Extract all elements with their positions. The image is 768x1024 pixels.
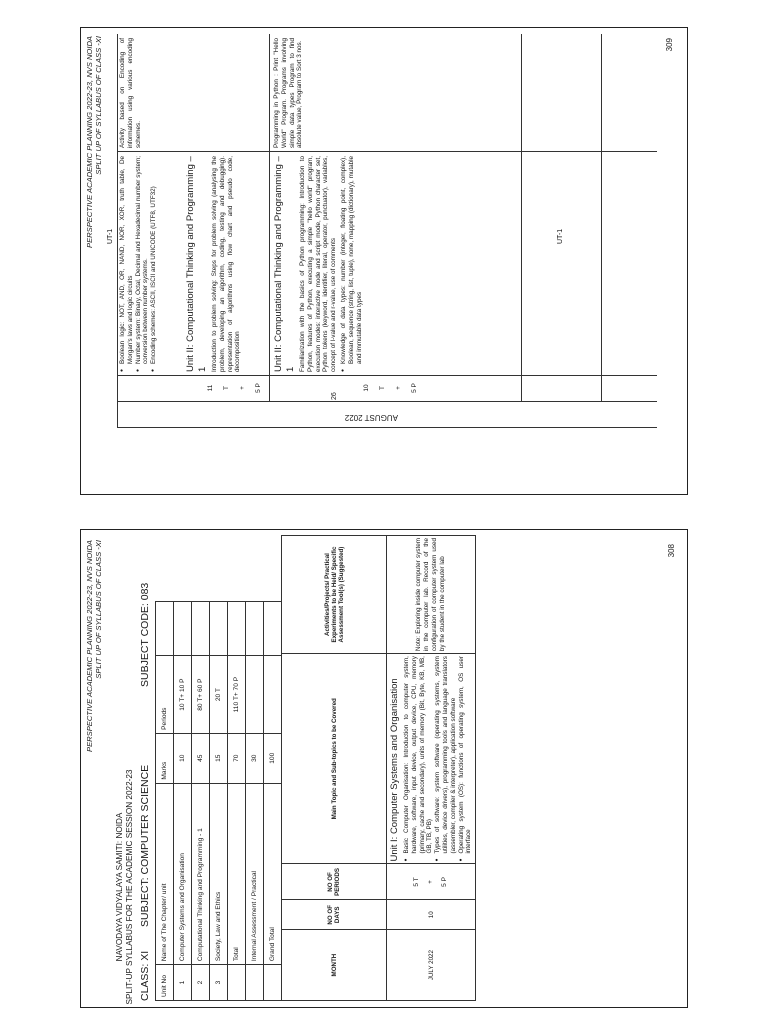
unit-title: Unit I: Computer Systems and Organisation <box>389 678 400 862</box>
cell <box>174 602 192 656</box>
cell: 10 T+ 10 P <box>174 656 192 733</box>
row3-bullets <box>340 156 363 372</box>
cell: Computer Systems and Organisation <box>174 783 192 965</box>
periods-p: 5 P <box>441 877 449 887</box>
cell: 45 <box>192 733 210 783</box>
row3-unit-title: Unit II: Computational Thinking and Programming – 1 <box>273 156 296 372</box>
header-activities: Activities/Projects/ Practical Experiments to be Held/ Specific Assessment Tool(s) (Suggested) <box>282 536 387 654</box>
cell: Internal Assessment / Practical <box>246 783 264 965</box>
table-row <box>246 602 264 1001</box>
col-unit-no: Unit No <box>156 965 174 1001</box>
cell <box>228 602 246 656</box>
header-month <box>282 930 387 1001</box>
periods-num: 10 <box>363 384 370 392</box>
month-cell <box>181 404 561 426</box>
cell <box>264 965 282 1001</box>
page-308 <box>80 529 688 1008</box>
page-number: 309 <box>665 38 674 52</box>
header-month-text: MONTH <box>330 953 338 977</box>
header-line-1: PERSPECTIVE ACADEMIC PLANNING 2022-23, NVS NOIDA <box>85 540 94 752</box>
ut-label-top: UT-1 <box>107 228 114 244</box>
list-item: ● Boolean logic: NOT, AND, OR, NAND, NOR, XOR, truth table, De Morgan's laws and logic circuits <box>119 156 135 364</box>
periods-t: 5 T <box>413 877 421 887</box>
periods-cell <box>387 864 476 900</box>
cell: 3 <box>210 965 228 1001</box>
header-periods-text: NO OF PERIODS <box>327 868 341 896</box>
table-row <box>174 602 192 1001</box>
cell: 2 <box>192 965 210 1001</box>
cell: 20 T <box>210 656 228 733</box>
row2-text: Introduction to problem solving: Steps for problem solving (analysing the problem, developing an algorithm, coding, testing and debugging). representation of algorithms using flow chart and pseudo code, decomposition <box>211 156 242 372</box>
plan-row-july <box>387 536 476 1001</box>
row3-periods <box>359 378 423 398</box>
table-row <box>264 602 282 1001</box>
periods-t: T <box>223 386 230 390</box>
periods-p: 5 P <box>411 383 418 393</box>
periods-num: 11 <box>207 384 214 392</box>
row1-topic <box>119 156 158 372</box>
divider <box>117 151 657 152</box>
days-cell: 26 <box>331 392 338 400</box>
summary-table <box>155 601 282 1001</box>
divider <box>269 34 270 402</box>
subject-code: SUBJECT CODE: 083 <box>139 582 151 687</box>
class-label: CLASS: XI <box>139 950 151 1001</box>
divider <box>601 34 602 402</box>
row3-topic <box>273 156 363 372</box>
activity-cell <box>387 536 476 654</box>
subject-label: SUBJECT: COMPUTER SCIENCE <box>139 764 151 927</box>
list-item: ● Knowledge of data types: number (integer, floating point, complex), Boolean, sequence (string, list, tuple), none, mapping (dictionary), mutable and immutable data types <box>340 156 363 364</box>
cell: 1 <box>174 965 192 1001</box>
header-days <box>282 900 387 930</box>
list-item: ● Basic Computer Organisation: Introduction to computer system, hardware, software, input device, output device, CPU, memory (primary, cache and secondary), units of memory (Bit, Byte, KB, MB, GB, TB, PB) <box>403 656 434 853</box>
topic-bullets <box>403 656 473 861</box>
cell <box>246 656 264 733</box>
periods-t: T <box>379 386 386 390</box>
periods-plus: + <box>239 386 246 390</box>
row3-text: Familiarization with the basics of Python programming: Introduction to Python, features of Python, executing a simple "hello world" program, execution modes: interactive mode and script mode, Python character set, Python tokens (keyword, identifier, literal, operator, punctuator), variables, concept of l-value and r-value, use of comments <box>299 156 338 372</box>
row3-activity: Programming in Python : Print "Hello World" Program. Programs involving simple data types Program to find absolute value, Program to Sort 3 nos. <box>273 38 304 148</box>
row1-activity: Activity based on Encoding of information using various encoding schemes. <box>119 38 142 148</box>
syllabus-title: SPLIT-UP SYLLABUS FOR THE ACADEMIC SESSION 2022-23 <box>125 769 134 1005</box>
cell <box>210 602 228 656</box>
cell <box>264 656 282 733</box>
divider <box>117 427 657 428</box>
periods-p: 5 P <box>255 383 262 393</box>
list-item: ● Number system: Binary, Octal, Decimal and Hexadecimal number system; conversion between number systems. <box>135 156 151 364</box>
list-item: ● Operating system (OS): functions of operating system, OS user interface <box>458 656 474 853</box>
row2-unit-title: Unit II: Computational Thinking and Programming – 1 <box>185 156 208 372</box>
cell <box>192 602 210 656</box>
page-309-content <box>81 28 687 494</box>
header-line-2: SPLIT UP OF SYLLABUS OF CLASS -XI <box>94 540 103 679</box>
table-row <box>210 602 228 1001</box>
activity-text: Note: Exploring inside computer system in the computer lab. Record of the configuration of computer system used by the student in the computer lab <box>415 538 446 652</box>
header-days-text: NO OF DAYS <box>327 905 341 925</box>
periods-plus: + <box>395 386 402 390</box>
row2-topic <box>185 156 242 372</box>
cell: Computational Thinking and Programming - 1 <box>192 783 210 965</box>
header-line-1: PERSPECTIVE ACADEMIC PLANNING 2022-23, NVS NOIDA <box>85 36 94 248</box>
table-row <box>192 602 210 1001</box>
cell: 10 <box>174 733 192 783</box>
cell: Total <box>228 783 246 965</box>
cell: Grand Total <box>264 783 282 965</box>
cell: 15 <box>210 733 228 783</box>
plan-header-row <box>282 536 387 1001</box>
col-chapter: Name of The Chapter/ unit <box>156 783 174 965</box>
topic-cell <box>387 654 476 864</box>
page-309 <box>80 27 688 495</box>
page-308-content <box>81 530 687 1007</box>
cell: 80 T+ 60 P <box>192 656 210 733</box>
cell <box>264 602 282 656</box>
cell: 100 <box>264 733 282 783</box>
divider <box>521 34 522 402</box>
cell <box>246 602 264 656</box>
cell <box>246 965 264 1001</box>
table-row <box>228 602 246 1001</box>
col-blank <box>156 602 174 656</box>
divider <box>117 34 118 428</box>
header-periods <box>282 864 387 900</box>
org-title: NAVODAYA VIDYALAYA SAMITI: NOIDA <box>115 812 124 962</box>
header-topic: Main Topic and Sub-topics to be Covered <box>282 654 387 864</box>
cell: 70 <box>228 733 246 783</box>
col-marks: Marks <box>156 733 174 783</box>
days-cell: 10 <box>387 900 476 930</box>
ut-label-bottom: UT-1 <box>557 228 564 244</box>
list-item: ● Encoding schemes: ASCII, ISCII and UNICODE (UTF8, UTF32) <box>150 156 158 364</box>
month-text: AUGUST 2022 <box>344 413 398 422</box>
page-number: 308 <box>667 544 676 558</box>
divider <box>117 375 657 376</box>
page-header <box>85 36 103 336</box>
periods-plus: + <box>427 880 435 884</box>
list-item: ● Types of software: system software (operating systems, system utilities, device drivers), programming tools and language translators (assembler, compiler & interpreter), application software <box>434 656 457 853</box>
page-header <box>85 540 103 840</box>
summary-header-row <box>156 602 174 1001</box>
cell: Society, Law and Ethics <box>210 783 228 965</box>
month-cell: JULY 2022 <box>387 930 476 1001</box>
header-line-2: SPLIT UP OF SYLLABUS OF CLASS -XI <box>94 36 103 175</box>
plan-table <box>281 535 476 1001</box>
title-block <box>115 767 135 1007</box>
row2-periods <box>203 378 267 398</box>
cell <box>228 965 246 1001</box>
row1-bullets <box>119 156 158 372</box>
col-periods: Periods <box>156 656 174 733</box>
cell: 110 T+ 70 P <box>228 656 246 733</box>
cell: 30 <box>246 733 264 783</box>
divider <box>117 401 657 402</box>
